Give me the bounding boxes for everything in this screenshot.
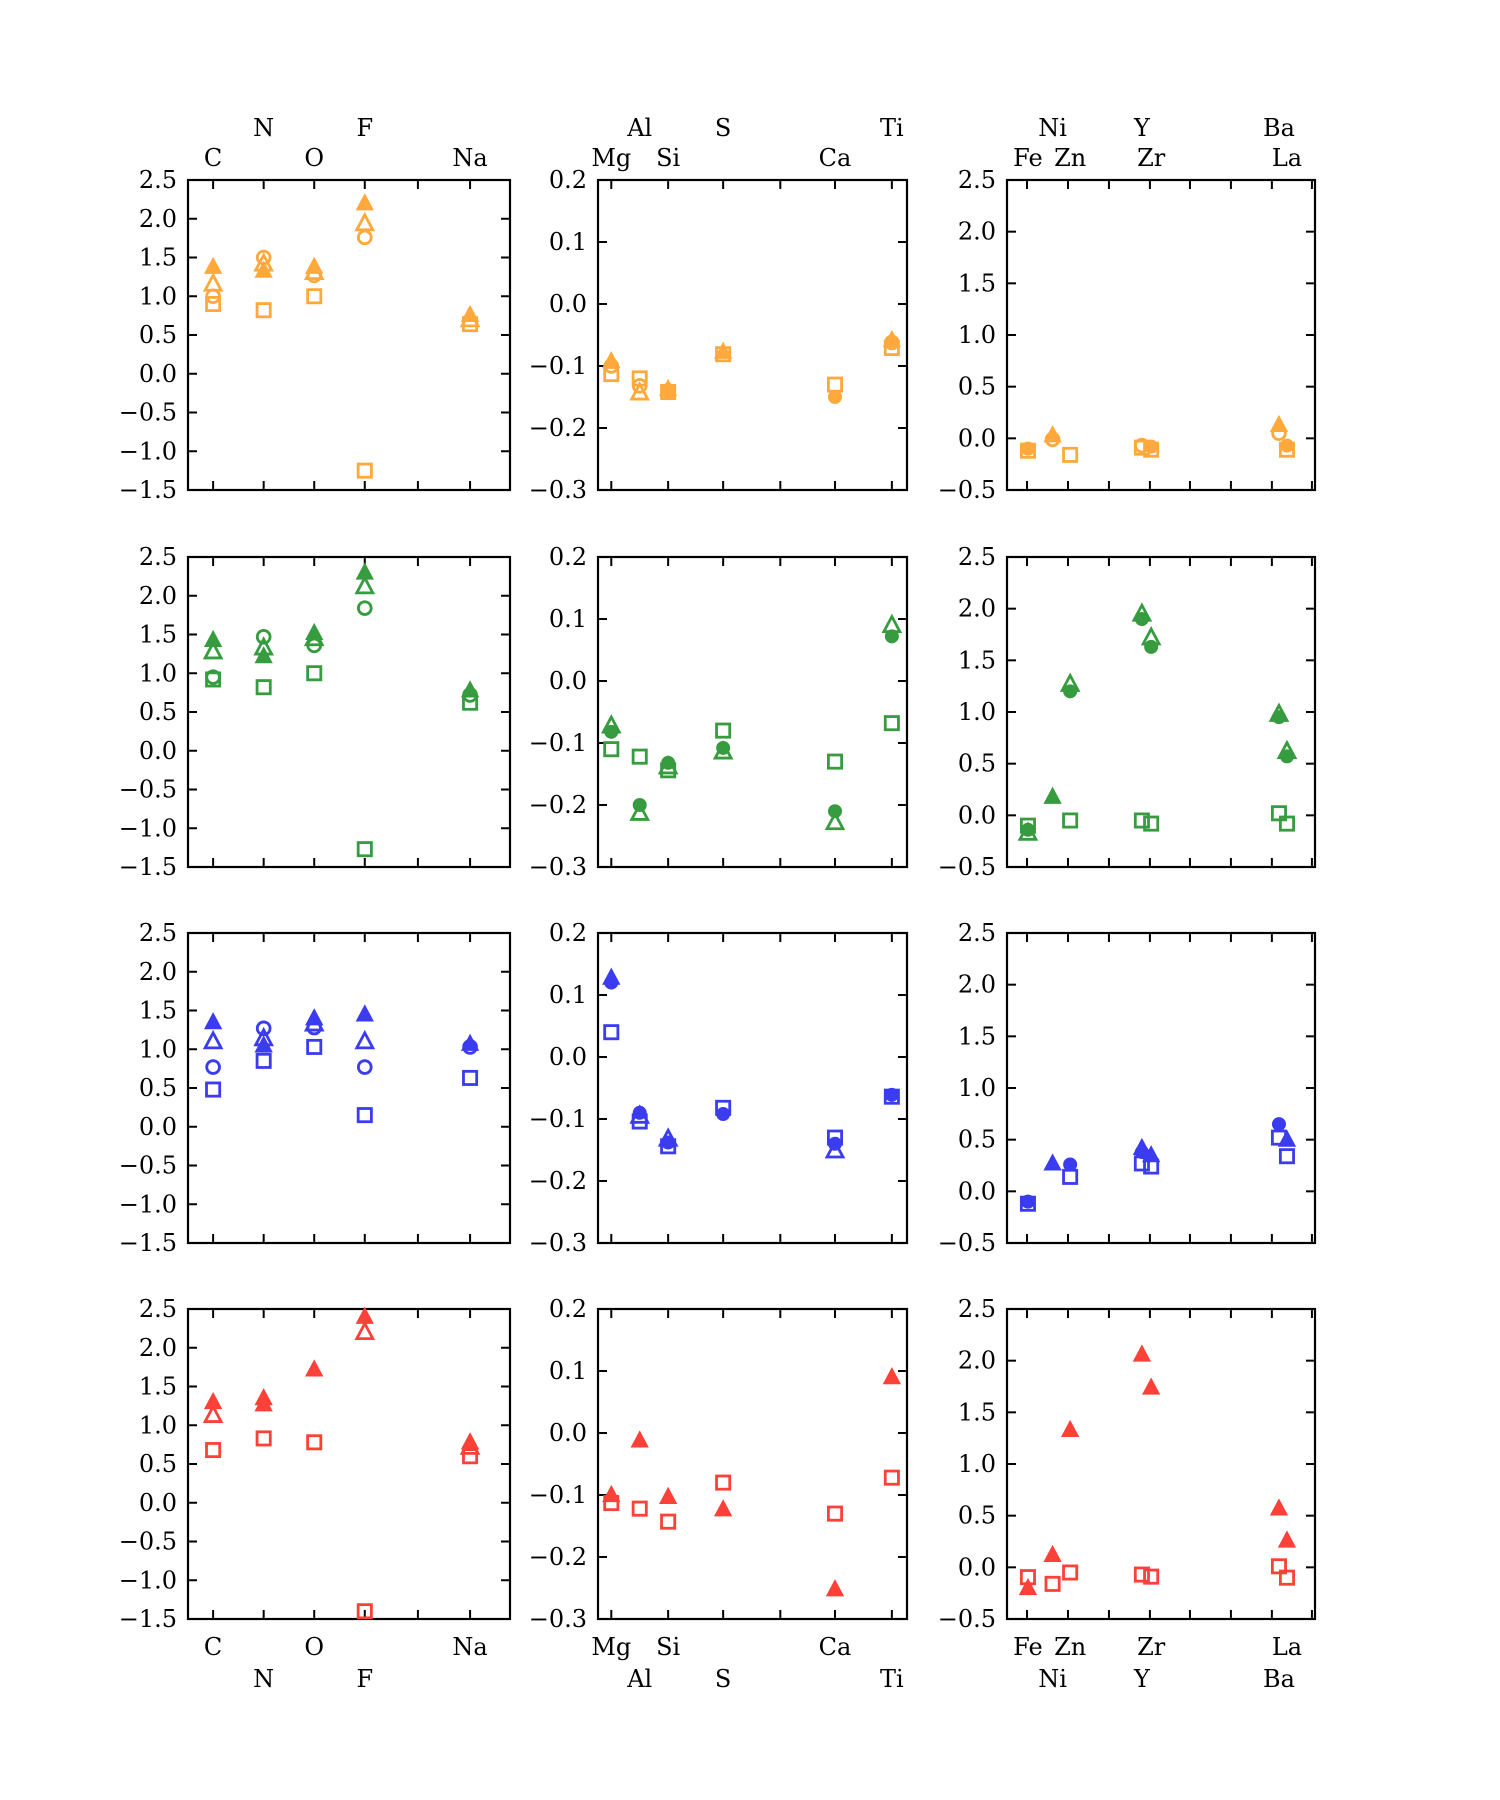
y-tick-label: −1.5 bbox=[118, 853, 177, 881]
marker-open-square bbox=[463, 1071, 476, 1084]
element-label-c: C bbox=[203, 1633, 223, 1661]
y-tick-label: 2.0 bbox=[957, 1346, 996, 1375]
y-tick-label: 0.0 bbox=[138, 1112, 177, 1141]
panel-r0c1 bbox=[529, 114, 907, 504]
panel-r3c1 bbox=[529, 1295, 907, 1693]
y-tick-label: 0.5 bbox=[138, 698, 177, 726]
element-label-y: Y bbox=[1133, 1665, 1150, 1693]
y-tick-label: 0.0 bbox=[548, 667, 587, 695]
marker-open-circle bbox=[207, 1061, 220, 1074]
element-label-fe: Fe bbox=[1013, 1633, 1043, 1661]
element-label-ba: Ba bbox=[1262, 1665, 1295, 1693]
element-label-ti: Ti bbox=[880, 1665, 904, 1693]
y-tick-label: 1.5 bbox=[138, 996, 177, 1025]
y-tick-label: 1.0 bbox=[138, 1411, 177, 1440]
panel-r2c1 bbox=[529, 919, 907, 1257]
element-label-s: S bbox=[714, 1665, 732, 1693]
marker-open-square bbox=[717, 1476, 730, 1489]
y-tick-label: −1.5 bbox=[118, 476, 177, 504]
element-label-ni: Ni bbox=[1038, 114, 1067, 142]
panel-r2c2 bbox=[938, 919, 1315, 1257]
y-tick-label: −0.3 bbox=[528, 476, 587, 504]
marker-open-circle bbox=[358, 602, 371, 615]
element-label-fe: Fe bbox=[1013, 144, 1043, 172]
element-label-zr: Zr bbox=[1137, 1633, 1166, 1661]
y-tick-label: 2.0 bbox=[957, 970, 996, 999]
y-tick-label: 0.5 bbox=[957, 1501, 996, 1530]
marker-open-square bbox=[828, 378, 841, 391]
y-tick-label: 1.0 bbox=[957, 321, 996, 349]
element-label-mg: Mg bbox=[591, 144, 632, 172]
element-label-al: Al bbox=[627, 114, 653, 142]
y-tick-label: 0.5 bbox=[138, 1450, 177, 1478]
y-tick-label: −0.1 bbox=[528, 352, 587, 380]
marker-open-triangle bbox=[357, 215, 373, 230]
marker-filled-triangle bbox=[357, 1006, 373, 1021]
y-tick-label: 1.5 bbox=[957, 1022, 996, 1051]
marker-open-square bbox=[605, 743, 618, 756]
element-label-o: O bbox=[304, 144, 325, 172]
y-tick-label: 2.5 bbox=[138, 1295, 177, 1323]
panel-r3c2 bbox=[938, 1295, 1315, 1693]
y-tick-label: 0.2 bbox=[548, 543, 587, 571]
y-tick-label: 0.0 bbox=[957, 1553, 996, 1582]
marker-open-triangle bbox=[827, 814, 843, 829]
y-tick-label: 0.0 bbox=[138, 1488, 177, 1517]
y-tick-label: 1.0 bbox=[957, 1074, 996, 1102]
y-tick-label: 0.1 bbox=[548, 981, 587, 1009]
y-tick-label: 0.5 bbox=[957, 749, 996, 778]
y-tick-label: 1.5 bbox=[957, 1398, 996, 1427]
y-tick-label: 2.0 bbox=[957, 594, 996, 623]
y-tick-label: −0.5 bbox=[937, 476, 996, 504]
marker-open-square bbox=[662, 1515, 675, 1528]
marker-open-square bbox=[358, 1109, 371, 1122]
y-tick-label: −0.3 bbox=[528, 1229, 587, 1257]
marker-filled-circle bbox=[1064, 685, 1077, 698]
element-label-f: F bbox=[356, 114, 374, 142]
y-tick-label: 1.0 bbox=[138, 659, 177, 688]
axis-box bbox=[1007, 180, 1315, 490]
panel-r2c0 bbox=[119, 919, 510, 1257]
y-tick-label: −0.5 bbox=[118, 398, 177, 427]
axis-box bbox=[188, 557, 510, 867]
y-tick-label: 0.0 bbox=[138, 359, 177, 388]
element-label-ba: Ba bbox=[1262, 114, 1295, 142]
marker-filled-triangle bbox=[827, 1581, 843, 1596]
marker-open-square bbox=[308, 667, 321, 680]
y-tick-label: 2.5 bbox=[138, 543, 177, 571]
y-tick-label: 1.0 bbox=[957, 698, 996, 726]
element-label-na: Na bbox=[452, 1633, 488, 1661]
marker-open-square bbox=[1046, 1577, 1059, 1590]
marker-open-square bbox=[828, 1507, 841, 1520]
marker-open-square bbox=[257, 1054, 270, 1067]
axis-box bbox=[188, 933, 510, 1243]
marker-filled-triangle bbox=[357, 195, 373, 210]
marker-open-square bbox=[358, 464, 371, 477]
marker-open-square bbox=[463, 1450, 476, 1463]
element-label-n: N bbox=[253, 114, 275, 142]
y-tick-label: −1.0 bbox=[118, 1566, 177, 1595]
marker-filled-circle bbox=[1273, 1118, 1286, 1131]
marker-open-triangle bbox=[357, 578, 373, 593]
y-tick-label: 2.0 bbox=[138, 1333, 177, 1362]
panel-r1c1 bbox=[529, 543, 907, 881]
y-tick-label: 2.0 bbox=[957, 217, 996, 246]
element-label-ti: Ti bbox=[880, 114, 904, 142]
element-label-zn: Zn bbox=[1054, 1633, 1087, 1661]
y-tick-label: 0.2 bbox=[548, 166, 587, 194]
marker-filled-triangle bbox=[1045, 1546, 1061, 1561]
y-tick-label: 2.5 bbox=[957, 166, 996, 194]
panel-r0c0 bbox=[119, 114, 510, 504]
marker-open-square bbox=[1064, 1170, 1077, 1183]
y-tick-label: −1.5 bbox=[118, 1605, 177, 1633]
axis-box bbox=[188, 180, 510, 490]
marker-filled-circle bbox=[885, 630, 898, 643]
element-label-n: N bbox=[253, 1665, 275, 1693]
element-label-na: Na bbox=[452, 144, 488, 172]
element-label-la: La bbox=[1271, 1633, 1303, 1661]
axis-box bbox=[1007, 933, 1315, 1243]
y-tick-label: 0.0 bbox=[957, 424, 996, 453]
marker-open-triangle bbox=[357, 1033, 373, 1048]
marker-filled-circle bbox=[1273, 711, 1286, 724]
y-tick-label: 0.0 bbox=[957, 801, 996, 830]
y-tick-label: 2.5 bbox=[957, 919, 996, 947]
element-label-y: Y bbox=[1133, 114, 1150, 142]
y-tick-label: 0.1 bbox=[548, 228, 587, 256]
marker-open-square bbox=[308, 290, 321, 303]
y-tick-label: −0.3 bbox=[528, 1605, 587, 1633]
marker-open-square bbox=[717, 724, 730, 737]
element-label-la: La bbox=[1271, 144, 1303, 172]
element-label-ca: Ca bbox=[818, 1633, 852, 1661]
marker-open-square bbox=[1064, 814, 1077, 827]
y-tick-label: 2.5 bbox=[138, 919, 177, 947]
marker-filled-circle bbox=[1281, 439, 1294, 452]
marker-filled-triangle bbox=[306, 1361, 322, 1376]
marker-open-square bbox=[885, 717, 898, 730]
marker-open-square bbox=[257, 304, 270, 317]
element-label-zr: Zr bbox=[1137, 144, 1166, 172]
y-tick-label: 1.5 bbox=[957, 646, 996, 675]
marker-filled-triangle bbox=[205, 1014, 221, 1029]
marker-open-square bbox=[885, 1471, 898, 1484]
element-label-si: Si bbox=[656, 144, 681, 172]
y-tick-label: −1.0 bbox=[118, 1190, 177, 1219]
marker-open-square bbox=[207, 1083, 220, 1096]
marker-filled-triangle bbox=[1062, 1421, 1078, 1436]
y-tick-label: 0.5 bbox=[957, 372, 996, 401]
y-tick-label: −0.5 bbox=[118, 1151, 177, 1180]
element-label-ni: Ni bbox=[1038, 1665, 1067, 1693]
marker-open-triangle bbox=[205, 1033, 221, 1048]
panel-r1c2 bbox=[938, 543, 1315, 881]
axis-box bbox=[598, 180, 907, 490]
y-tick-label: 1.5 bbox=[138, 1372, 177, 1401]
marker-filled-triangle bbox=[1045, 1155, 1061, 1170]
y-tick-label: 1.0 bbox=[138, 282, 177, 311]
y-tick-label: −0.5 bbox=[118, 775, 177, 804]
y-tick-label: −0.5 bbox=[937, 1229, 996, 1257]
marker-filled-circle bbox=[1281, 750, 1294, 763]
marker-filled-circle bbox=[717, 1108, 730, 1121]
element-label-s: S bbox=[714, 114, 732, 142]
y-tick-label: 0.2 bbox=[548, 1295, 587, 1323]
y-tick-label: 1.5 bbox=[138, 243, 177, 272]
y-tick-label: 2.0 bbox=[138, 957, 177, 986]
marker-open-square bbox=[308, 1040, 321, 1053]
marker-open-square bbox=[605, 1026, 618, 1039]
y-tick-label: −1.0 bbox=[118, 437, 177, 466]
marker-filled-circle bbox=[1145, 641, 1158, 654]
y-tick-label: 2.0 bbox=[138, 581, 177, 610]
marker-open-square bbox=[308, 1436, 321, 1449]
marker-open-square bbox=[633, 1502, 646, 1515]
y-tick-label: 0.5 bbox=[138, 1074, 177, 1102]
y-tick-label: 0.5 bbox=[957, 1125, 996, 1154]
y-tick-label: 0.0 bbox=[138, 736, 177, 765]
axis-box bbox=[598, 933, 907, 1243]
element-label-o: O bbox=[304, 1633, 325, 1661]
y-tick-label: −0.1 bbox=[528, 729, 587, 757]
y-tick-label: 1.5 bbox=[138, 620, 177, 649]
y-tick-label: −0.5 bbox=[118, 1527, 177, 1556]
y-tick-label: 2.5 bbox=[957, 1295, 996, 1323]
y-tick-label: 0.0 bbox=[548, 1419, 587, 1447]
marker-filled-triangle bbox=[1134, 1346, 1150, 1361]
marker-filled-triangle bbox=[205, 258, 221, 273]
axis-box bbox=[188, 1309, 510, 1619]
marker-open-circle bbox=[358, 231, 371, 244]
y-tick-label: −0.2 bbox=[528, 414, 587, 442]
marker-open-triangle bbox=[357, 1324, 373, 1339]
marker-open-square bbox=[633, 750, 646, 763]
y-tick-label: −0.2 bbox=[528, 1543, 587, 1571]
marker-filled-triangle bbox=[1279, 1532, 1295, 1547]
marker-filled-triangle bbox=[884, 1369, 900, 1384]
marker-open-square bbox=[1280, 1150, 1293, 1163]
y-tick-label: 0.0 bbox=[548, 1043, 587, 1071]
marker-filled-triangle bbox=[715, 1501, 731, 1516]
panel-r0c2 bbox=[938, 114, 1315, 504]
element-label-al: Al bbox=[627, 1665, 653, 1693]
marker-filled-triangle bbox=[632, 1432, 648, 1447]
marker-filled-circle bbox=[829, 391, 842, 404]
marker-open-circle bbox=[358, 1061, 371, 1074]
marker-filled-circle bbox=[662, 1136, 675, 1149]
marker-open-square bbox=[358, 843, 371, 856]
y-tick-label: 2.0 bbox=[138, 204, 177, 233]
marker-open-square bbox=[1064, 1566, 1077, 1579]
y-tick-label: 1.0 bbox=[957, 1450, 996, 1478]
y-tick-label: −1.0 bbox=[118, 814, 177, 843]
marker-filled-circle bbox=[1136, 613, 1149, 626]
y-tick-label: 0.1 bbox=[548, 1357, 587, 1385]
y-tick-label: −0.5 bbox=[937, 853, 996, 881]
marker-open-square bbox=[207, 1443, 220, 1456]
y-tick-label: −0.2 bbox=[528, 791, 587, 819]
panel-r1c0 bbox=[119, 543, 510, 881]
panel-r3c0 bbox=[119, 1295, 510, 1693]
marker-filled-triangle bbox=[1279, 1131, 1295, 1146]
element-label-si: Si bbox=[656, 1633, 681, 1661]
y-tick-label: 2.5 bbox=[957, 543, 996, 571]
axis-box bbox=[598, 1309, 907, 1619]
marker-open-square bbox=[828, 755, 841, 768]
marker-filled-triangle bbox=[1271, 1500, 1287, 1515]
element-label-mg: Mg bbox=[591, 1633, 632, 1661]
axis-box bbox=[1007, 1309, 1315, 1619]
axis-box bbox=[1007, 557, 1315, 867]
marker-open-triangle bbox=[884, 617, 900, 632]
y-tick-label: 0.2 bbox=[548, 919, 587, 947]
marker-open-square bbox=[1064, 448, 1077, 461]
y-tick-label: 0.5 bbox=[138, 321, 177, 349]
y-tick-label: −0.1 bbox=[528, 1481, 587, 1509]
element-label-c: C bbox=[203, 144, 223, 172]
y-tick-label: 2.5 bbox=[138, 166, 177, 194]
y-tick-label: −0.5 bbox=[937, 1605, 996, 1633]
marker-filled-triangle bbox=[660, 1488, 676, 1503]
y-tick-label: 1.5 bbox=[957, 269, 996, 298]
y-tick-label: 0.1 bbox=[548, 605, 587, 633]
element-label-zn: Zn bbox=[1054, 144, 1087, 172]
marker-open-square bbox=[257, 681, 270, 694]
y-tick-label: 0.0 bbox=[957, 1177, 996, 1206]
y-tick-label: −0.2 bbox=[528, 1167, 587, 1195]
y-tick-label: −0.1 bbox=[528, 1105, 587, 1133]
y-tick-label: −1.5 bbox=[118, 1229, 177, 1257]
y-tick-label: 1.0 bbox=[138, 1035, 177, 1064]
marker-filled-triangle bbox=[1143, 1379, 1159, 1394]
marker-filled-circle bbox=[605, 976, 618, 989]
marker-filled-circle bbox=[605, 725, 618, 738]
element-label-ca: Ca bbox=[818, 144, 852, 172]
element-label-f: F bbox=[356, 1665, 374, 1693]
marker-open-square bbox=[257, 1432, 270, 1445]
y-tick-label: −0.3 bbox=[528, 853, 587, 881]
y-tick-label: 0.0 bbox=[548, 290, 587, 318]
marker-filled-triangle bbox=[1045, 788, 1061, 803]
marker-open-triangle bbox=[205, 275, 221, 290]
